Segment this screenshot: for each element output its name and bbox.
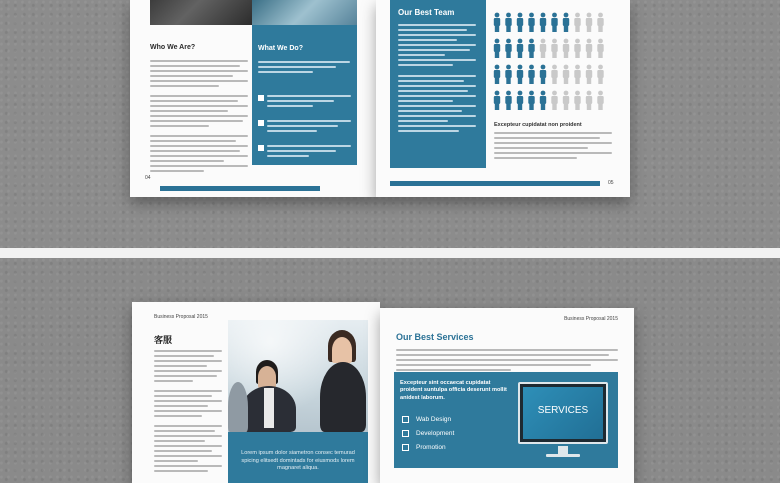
business-people-photo xyxy=(228,320,368,432)
service-item: Promotion xyxy=(416,444,446,451)
person-icon xyxy=(528,91,534,110)
office-photo xyxy=(150,0,252,25)
chinese-title: 客服 xyxy=(154,335,173,345)
person-icon xyxy=(540,13,546,32)
footer-bar xyxy=(390,181,600,186)
person-icon xyxy=(505,65,511,84)
check-icon xyxy=(258,145,264,151)
bottom-left-page xyxy=(132,302,380,483)
person-icon xyxy=(597,91,603,110)
checkbox-icon xyxy=(402,430,409,437)
monitor-icon xyxy=(518,382,608,444)
person-icon xyxy=(574,13,580,32)
person-icon xyxy=(586,91,592,110)
monitor-base xyxy=(546,454,580,457)
person-icon xyxy=(586,39,592,58)
service-item: Development xyxy=(416,430,455,437)
person-icon xyxy=(574,39,580,58)
monitor-stand xyxy=(558,446,568,454)
bottom-right-page xyxy=(380,308,634,483)
person-icon xyxy=(586,65,592,84)
person-icon xyxy=(505,39,511,58)
person-icon xyxy=(528,39,534,58)
person-icon xyxy=(494,91,500,110)
person-icon xyxy=(494,13,500,32)
person-icon xyxy=(551,91,557,110)
person-icon xyxy=(597,39,603,58)
person-icon xyxy=(597,65,603,84)
page-header: Business Proposal 2015 xyxy=(154,314,208,320)
people-grid xyxy=(492,12,608,116)
person-icon xyxy=(563,65,569,84)
person-icon xyxy=(540,65,546,84)
person-icon xyxy=(563,91,569,110)
page-number-left: 04 xyxy=(145,175,151,181)
services-title: Our Best Services xyxy=(396,332,474,342)
services-body-text xyxy=(396,349,618,374)
person-icon xyxy=(540,39,546,58)
body-text xyxy=(154,350,222,475)
check-icon xyxy=(258,95,264,101)
page-number-right: 05 xyxy=(608,180,614,186)
person-icon xyxy=(528,13,534,32)
check-icon xyxy=(258,120,264,126)
person-icon xyxy=(494,39,500,58)
team-heading: Our Best Team xyxy=(398,8,455,17)
who-body-text xyxy=(150,60,248,175)
person-icon xyxy=(505,91,511,110)
person-icon xyxy=(551,13,557,32)
person-icon xyxy=(517,39,523,58)
person-icon xyxy=(517,65,523,84)
team-body-text xyxy=(398,24,476,135)
person-icon xyxy=(597,13,603,32)
office-photo-blue xyxy=(252,0,357,25)
person-icon xyxy=(540,91,546,110)
team-caption-text xyxy=(494,132,612,162)
person-icon xyxy=(551,65,557,84)
what-body-text xyxy=(258,61,350,76)
monitor-screen-text: SERVICES xyxy=(537,405,589,416)
person-icon xyxy=(574,65,580,84)
service-item: Wab Design xyxy=(416,416,452,423)
person-icon xyxy=(505,13,511,32)
checkbox-icon xyxy=(402,444,409,451)
services-box-heading: Excepteur sint occaecat cupidatat proident suntulpa officia deserunt mollit anidest laborum. xyxy=(400,380,507,401)
team-caption-heading: Excepteur cupidatat non proident xyxy=(494,122,582,128)
person-icon xyxy=(528,65,534,84)
photo-caption-panel xyxy=(228,432,368,483)
checkbox-icon xyxy=(402,416,409,423)
photo-caption: Lorem ipsum dolor siametron consec temurad spicing elitsedt domintads for eiusmods lorem magnaret aliqua. xyxy=(241,450,355,471)
top-left-page xyxy=(130,0,376,197)
person-icon xyxy=(586,13,592,32)
person-icon xyxy=(563,39,569,58)
person-icon xyxy=(551,39,557,58)
person-icon xyxy=(517,91,523,110)
person-icon xyxy=(517,13,523,32)
footer-bar xyxy=(160,186,320,191)
who-we-are-heading: Who We Are? xyxy=(150,44,196,51)
divider-strip xyxy=(0,248,780,258)
person-icon xyxy=(574,91,580,110)
services-panel xyxy=(394,372,618,468)
page-header: Business Proposal 2015 xyxy=(564,316,618,322)
person-icon xyxy=(494,65,500,84)
team-panel xyxy=(390,0,486,168)
what-we-do-panel xyxy=(252,25,357,165)
what-we-do-heading: What We Do? xyxy=(258,45,303,52)
person-icon xyxy=(563,13,569,32)
top-right-page xyxy=(376,0,630,197)
